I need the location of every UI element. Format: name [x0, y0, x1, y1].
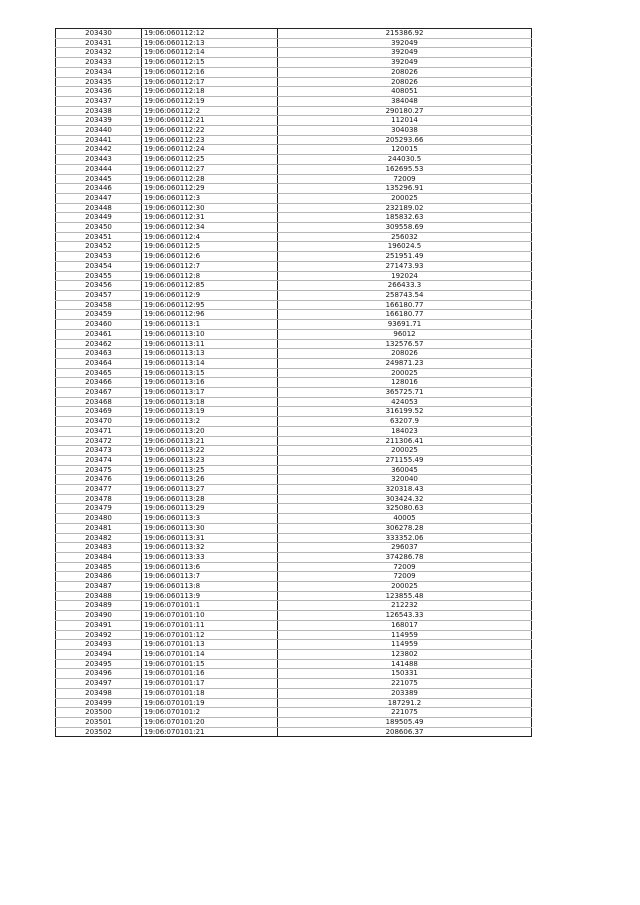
cell-value: 192024 [278, 271, 532, 281]
table-row [56, 426, 532, 436]
table-row [56, 349, 532, 359]
table-row [56, 591, 532, 601]
cell-cadastral-number: 19:06:060113:8 [142, 582, 278, 592]
cell-cadastral-number: 19:06:070101:14 [142, 650, 278, 660]
cell-value: 221075 [278, 708, 532, 718]
cell-cadastral-number: 19:06:060113:14 [142, 358, 278, 368]
cell-record-id: 203473 [56, 446, 142, 456]
table-row [56, 465, 532, 475]
cell-record-id: 203453 [56, 252, 142, 262]
cell-record-id: 203482 [56, 533, 142, 543]
cell-value: 208026 [278, 67, 532, 77]
cell-value: 123855.48 [278, 591, 532, 601]
table-row [56, 640, 532, 650]
cell-value: 166180.77 [278, 300, 532, 310]
table-row [56, 77, 532, 87]
cell-cadastral-number: 19:06:060113:19 [142, 407, 278, 417]
cell-value: 187291.2 [278, 698, 532, 708]
table-row [56, 572, 532, 582]
cell-value: 408051 [278, 87, 532, 97]
table-row [56, 688, 532, 698]
cell-value: 365725.71 [278, 388, 532, 398]
table-row [56, 58, 532, 68]
cell-value: 304038 [278, 126, 532, 136]
cell-cadastral-number: 19:06:060113:7 [142, 572, 278, 582]
cell-value: 168017 [278, 620, 532, 630]
cell-record-id: 203448 [56, 203, 142, 213]
cell-cadastral-number: 19:06:060112:31 [142, 213, 278, 223]
cell-cadastral-number: 19:06:060113:10 [142, 329, 278, 339]
cell-value: 271473.93 [278, 261, 532, 271]
cell-value: 290180.27 [278, 106, 532, 116]
table-row [56, 485, 532, 495]
cell-cadastral-number: 19:06:060113:31 [142, 533, 278, 543]
cell-cadastral-number: 19:06:060113:32 [142, 543, 278, 553]
table-row [56, 155, 532, 165]
table-row [56, 698, 532, 708]
cell-value: 63207.9 [278, 417, 532, 427]
cell-record-id: 203460 [56, 320, 142, 330]
cell-record-id: 203449 [56, 213, 142, 223]
table-row [56, 620, 532, 630]
cell-cadastral-number: 19:06:060113:6 [142, 562, 278, 572]
cell-value: 200025 [278, 582, 532, 592]
cell-value: 189505.49 [278, 717, 532, 727]
cell-record-id: 203452 [56, 242, 142, 252]
cell-record-id: 203441 [56, 135, 142, 145]
cell-cadastral-number: 19:06:060112:28 [142, 174, 278, 184]
cell-value: 256032 [278, 232, 532, 242]
cell-record-id: 203451 [56, 232, 142, 242]
table-row [56, 48, 532, 58]
cell-cadastral-number: 19:06:060113:20 [142, 426, 278, 436]
cell-record-id: 203478 [56, 494, 142, 504]
cell-value: 249871.23 [278, 358, 532, 368]
cell-cadastral-number: 19:06:060112:6 [142, 252, 278, 262]
cell-cadastral-number: 19:06:060112:23 [142, 135, 278, 145]
cell-cadastral-number: 19:06:060113:23 [142, 455, 278, 465]
cell-cadastral-number: 19:06:060113:17 [142, 388, 278, 398]
table-row [56, 417, 532, 427]
cell-cadastral-number: 19:06:060112:5 [142, 242, 278, 252]
cell-value: 112014 [278, 116, 532, 126]
table-row [56, 106, 532, 116]
table-row [56, 378, 532, 388]
table-row [56, 669, 532, 679]
table-row [56, 611, 532, 621]
cell-value: 93691.71 [278, 320, 532, 330]
cell-cadastral-number: 19:06:060112:95 [142, 300, 278, 310]
cell-cadastral-number: 19:06:060112:85 [142, 281, 278, 291]
cell-record-id: 203433 [56, 58, 142, 68]
cell-record-id: 203459 [56, 310, 142, 320]
cell-value: 251951.49 [278, 252, 532, 262]
cell-cadastral-number: 19:06:060112:96 [142, 310, 278, 320]
cell-record-id: 203493 [56, 640, 142, 650]
cell-cadastral-number: 19:06:060112:30 [142, 203, 278, 213]
cell-record-id: 203477 [56, 485, 142, 495]
cell-record-id: 203487 [56, 582, 142, 592]
table-row [56, 388, 532, 398]
table-row [56, 193, 532, 203]
cell-cadastral-number: 19:06:060112:29 [142, 184, 278, 194]
cell-record-id: 203475 [56, 465, 142, 475]
table-row [56, 494, 532, 504]
cell-record-id: 203501 [56, 717, 142, 727]
table-row [56, 252, 532, 262]
cell-cadastral-number: 19:06:060112:9 [142, 290, 278, 300]
table-row [56, 145, 532, 155]
table-row [56, 562, 532, 572]
cell-record-id: 203491 [56, 620, 142, 630]
cell-value: 212232 [278, 601, 532, 611]
table-row [56, 436, 532, 446]
cell-value: 360045 [278, 465, 532, 475]
table-row [56, 174, 532, 184]
cell-cadastral-number: 19:06:060112:22 [142, 126, 278, 136]
cell-value: 200025 [278, 193, 532, 203]
cell-cadastral-number: 19:06:070101:20 [142, 717, 278, 727]
table-row [56, 329, 532, 339]
cell-cadastral-number: 19:06:070101:12 [142, 630, 278, 640]
cell-value: 205293.66 [278, 135, 532, 145]
cell-value: 211306.41 [278, 436, 532, 446]
cell-value: 208026 [278, 77, 532, 87]
cell-value: 320318.43 [278, 485, 532, 495]
cell-cadastral-number: 19:06:060112:16 [142, 67, 278, 77]
cell-cadastral-number: 19:06:070101:21 [142, 727, 278, 737]
cell-value: 72009 [278, 174, 532, 184]
cell-record-id: 203436 [56, 87, 142, 97]
cell-value: 203389 [278, 688, 532, 698]
cell-value: 196024.5 [278, 242, 532, 252]
table-row [56, 601, 532, 611]
table-row [56, 475, 532, 485]
cell-value: 120015 [278, 145, 532, 155]
cell-record-id: 203468 [56, 397, 142, 407]
cell-record-id: 203430 [56, 29, 142, 39]
cell-record-id: 203472 [56, 436, 142, 446]
table-row [56, 552, 532, 562]
cell-cadastral-number: 19:06:060112:14 [142, 48, 278, 58]
cell-record-id: 203492 [56, 630, 142, 640]
cell-cadastral-number: 19:06:060112:2 [142, 106, 278, 116]
table-row [56, 184, 532, 194]
cell-record-id: 203474 [56, 455, 142, 465]
table-row [56, 659, 532, 669]
data-table [55, 28, 532, 737]
cell-record-id: 203466 [56, 378, 142, 388]
cell-record-id: 203488 [56, 591, 142, 601]
cell-value: 392049 [278, 38, 532, 48]
cell-value: 123802 [278, 650, 532, 660]
cell-cadastral-number: 19:06:060112:13 [142, 38, 278, 48]
cell-record-id: 203497 [56, 679, 142, 689]
cell-cadastral-number: 19:06:070101:2 [142, 708, 278, 718]
cell-cadastral-number: 19:06:060112:18 [142, 87, 278, 97]
cell-cadastral-number: 19:06:060112:34 [142, 223, 278, 233]
table-row [56, 514, 532, 524]
cell-value: 141488 [278, 659, 532, 669]
cell-value: 114959 [278, 640, 532, 650]
cell-record-id: 203485 [56, 562, 142, 572]
table-row [56, 397, 532, 407]
cell-record-id: 203465 [56, 368, 142, 378]
table-row [56, 213, 532, 223]
cell-cadastral-number: 19:06:060113:28 [142, 494, 278, 504]
table-row [56, 261, 532, 271]
table-row [56, 164, 532, 174]
cell-record-id: 203498 [56, 688, 142, 698]
cell-cadastral-number: 19:06:070101:11 [142, 620, 278, 630]
table-row [56, 271, 532, 281]
table-row [56, 679, 532, 689]
cell-record-id: 203494 [56, 650, 142, 660]
cell-cadastral-number: 19:06:070101:16 [142, 669, 278, 679]
cell-record-id: 203445 [56, 174, 142, 184]
cell-value: 215386.92 [278, 29, 532, 39]
cell-record-id: 203457 [56, 290, 142, 300]
cell-value: 200025 [278, 446, 532, 456]
cell-record-id: 203447 [56, 193, 142, 203]
cell-value: 316199.52 [278, 407, 532, 417]
cell-cadastral-number: 19:06:060113:25 [142, 465, 278, 475]
cell-record-id: 203481 [56, 523, 142, 533]
cell-record-id: 203476 [56, 475, 142, 485]
cell-cadastral-number: 19:06:060112:4 [142, 232, 278, 242]
cell-value: 306278.28 [278, 523, 532, 533]
cell-value: 208606.37 [278, 727, 532, 737]
table-row [56, 320, 532, 330]
cell-record-id: 203455 [56, 271, 142, 281]
cell-cadastral-number: 19:06:060112:27 [142, 164, 278, 174]
cell-record-id: 203484 [56, 552, 142, 562]
cell-value: 128016 [278, 378, 532, 388]
cell-cadastral-number: 19:06:060113:3 [142, 514, 278, 524]
cell-cadastral-number: 19:06:060113:1 [142, 320, 278, 330]
cell-value: 325080.63 [278, 504, 532, 514]
cell-cadastral-number: 19:06:060113:30 [142, 523, 278, 533]
cell-cadastral-number: 19:06:060113:21 [142, 436, 278, 446]
table-row [56, 339, 532, 349]
table-row [56, 708, 532, 718]
table-row [56, 650, 532, 660]
cell-value: 135296.91 [278, 184, 532, 194]
table-row [56, 67, 532, 77]
cell-value: 184023 [278, 426, 532, 436]
cell-value: 384048 [278, 96, 532, 106]
cell-value: 258743.54 [278, 290, 532, 300]
cell-record-id: 203467 [56, 388, 142, 398]
data-table-body [56, 29, 532, 737]
table-row [56, 582, 532, 592]
table-row [56, 407, 532, 417]
table-row [56, 446, 532, 456]
table-row [56, 116, 532, 126]
cell-value: 392049 [278, 58, 532, 68]
table-row [56, 203, 532, 213]
cell-record-id: 203490 [56, 611, 142, 621]
table-row [56, 533, 532, 543]
cell-value: 208026 [278, 349, 532, 359]
cell-cadastral-number: 19:06:060112:17 [142, 77, 278, 87]
cell-value: 72009 [278, 572, 532, 582]
cell-record-id: 203489 [56, 601, 142, 611]
table-row [56, 87, 532, 97]
cell-record-id: 203463 [56, 349, 142, 359]
cell-record-id: 203439 [56, 116, 142, 126]
cell-cadastral-number: 19:06:060112:21 [142, 116, 278, 126]
cell-cadastral-number: 19:06:060112:7 [142, 261, 278, 271]
cell-value: 126543.33 [278, 611, 532, 621]
table-row [56, 126, 532, 136]
cell-record-id: 203480 [56, 514, 142, 524]
cell-record-id: 203450 [56, 223, 142, 233]
cell-cadastral-number: 19:06:060112:12 [142, 29, 278, 39]
cell-value: 132576.57 [278, 339, 532, 349]
cell-record-id: 203456 [56, 281, 142, 291]
cell-record-id: 203432 [56, 48, 142, 58]
cell-record-id: 203471 [56, 426, 142, 436]
table-row [56, 242, 532, 252]
cell-record-id: 203444 [56, 164, 142, 174]
cell-record-id: 203442 [56, 145, 142, 155]
cell-record-id: 203500 [56, 708, 142, 718]
table-row [56, 135, 532, 145]
cell-cadastral-number: 19:06:060112:25 [142, 155, 278, 165]
table-row [56, 290, 532, 300]
table-row [56, 232, 532, 242]
cell-cadastral-number: 19:06:070101:15 [142, 659, 278, 669]
cell-value: 271155.49 [278, 455, 532, 465]
cell-cadastral-number: 19:06:070101:18 [142, 688, 278, 698]
cell-record-id: 203469 [56, 407, 142, 417]
cell-value: 162695.53 [278, 164, 532, 174]
cell-value: 40005 [278, 514, 532, 524]
cell-record-id: 203438 [56, 106, 142, 116]
table-row [56, 523, 532, 533]
cell-value: 266433.3 [278, 281, 532, 291]
cell-record-id: 203461 [56, 329, 142, 339]
cell-value: 309558.69 [278, 223, 532, 233]
cell-cadastral-number: 19:06:060113:33 [142, 552, 278, 562]
cell-record-id: 203435 [56, 77, 142, 87]
table-row [56, 504, 532, 514]
cell-value: 424053 [278, 397, 532, 407]
cell-record-id: 203458 [56, 300, 142, 310]
cell-cadastral-number: 19:06:070101:19 [142, 698, 278, 708]
cell-cadastral-number: 19:06:060112:3 [142, 193, 278, 203]
cell-cadastral-number: 19:06:060113:13 [142, 349, 278, 359]
table-row [56, 717, 532, 727]
cell-value: 72009 [278, 562, 532, 572]
cell-cadastral-number: 19:06:070101:1 [142, 601, 278, 611]
table-row [56, 281, 532, 291]
cell-cadastral-number: 19:06:070101:10 [142, 611, 278, 621]
cell-record-id: 203464 [56, 358, 142, 368]
cell-record-id: 203443 [56, 155, 142, 165]
cell-record-id: 203479 [56, 504, 142, 514]
cell-record-id: 203470 [56, 417, 142, 427]
cell-value: 185832.63 [278, 213, 532, 223]
cell-record-id: 203437 [56, 96, 142, 106]
cell-cadastral-number: 19:06:060113:29 [142, 504, 278, 514]
cell-cadastral-number: 19:06:060113:15 [142, 368, 278, 378]
cell-value: 392049 [278, 48, 532, 58]
table-row [56, 223, 532, 233]
cell-value: 150331 [278, 669, 532, 679]
table-row [56, 543, 532, 553]
cell-record-id: 203499 [56, 698, 142, 708]
cell-value: 296037 [278, 543, 532, 553]
cell-record-id: 203496 [56, 669, 142, 679]
cell-cadastral-number: 19:06:060112:19 [142, 96, 278, 106]
cell-cadastral-number: 19:06:060113:18 [142, 397, 278, 407]
cell-record-id: 203483 [56, 543, 142, 553]
cell-value: 232189.02 [278, 203, 532, 213]
cell-value: 221075 [278, 679, 532, 689]
cell-record-id: 203495 [56, 659, 142, 669]
cell-record-id: 203431 [56, 38, 142, 48]
cell-cadastral-number: 19:06:070101:17 [142, 679, 278, 689]
cell-record-id: 203446 [56, 184, 142, 194]
cell-cadastral-number: 19:06:060112:24 [142, 145, 278, 155]
cell-value: 320040 [278, 475, 532, 485]
cell-record-id: 203486 [56, 572, 142, 582]
cell-value: 96012 [278, 329, 532, 339]
table-row [56, 368, 532, 378]
table-row [56, 727, 532, 737]
cell-cadastral-number: 19:06:060112:15 [142, 58, 278, 68]
cell-value: 303424.32 [278, 494, 532, 504]
cell-record-id: 203502 [56, 727, 142, 737]
cell-cadastral-number: 19:06:060113:27 [142, 485, 278, 495]
table-row [56, 455, 532, 465]
table-row [56, 300, 532, 310]
table-row [56, 310, 532, 320]
cell-cadastral-number: 19:06:060113:9 [142, 591, 278, 601]
table-row [56, 38, 532, 48]
cell-cadastral-number: 19:06:060113:16 [142, 378, 278, 388]
cell-cadastral-number: 19:06:060113:22 [142, 446, 278, 456]
cell-cadastral-number: 19:06:060113:26 [142, 475, 278, 485]
cell-record-id: 203462 [56, 339, 142, 349]
table-row [56, 96, 532, 106]
cell-cadastral-number: 19:06:070101:13 [142, 640, 278, 650]
cell-cadastral-number: 19:06:060113:11 [142, 339, 278, 349]
cell-record-id: 203440 [56, 126, 142, 136]
cell-cadastral-number: 19:06:060112:8 [142, 271, 278, 281]
cell-value: 333352.06 [278, 533, 532, 543]
table-row [56, 29, 532, 39]
table-row [56, 358, 532, 368]
cell-value: 244030.5 [278, 155, 532, 165]
cell-value: 166180.77 [278, 310, 532, 320]
cell-record-id: 203454 [56, 261, 142, 271]
cell-value: 200025 [278, 368, 532, 378]
cell-cadastral-number: 19:06:060113:2 [142, 417, 278, 427]
cell-record-id: 203434 [56, 67, 142, 77]
cell-value: 114959 [278, 630, 532, 640]
cell-value: 374286.78 [278, 552, 532, 562]
table-row [56, 630, 532, 640]
